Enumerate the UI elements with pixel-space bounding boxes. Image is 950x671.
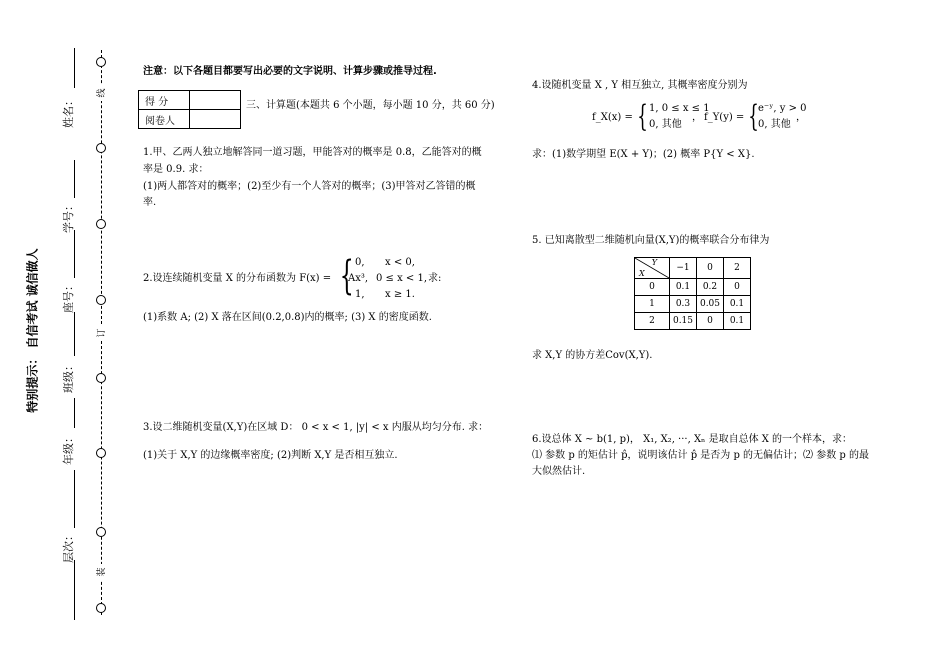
section-title: 三、计算题(本题共 6 个小题，每小题 10 分，共 60 分) [246,100,495,111]
binding-hole [96,448,106,458]
table-cell: 0.1 [724,313,751,330]
q1-line: 率. [143,197,157,208]
q4-fx-brace: { [637,99,648,134]
table-cell: 0.1 [724,296,751,313]
level-write-line [74,470,75,528]
binding-hole [96,219,106,229]
binding-hole [96,57,106,67]
score-label: 得 分 [139,91,190,110]
table-corner [635,258,670,279]
q2-case-value: 0, [355,257,365,268]
q6-line: 6.设总体 X ~ b(1, p)， X₁, X₂, ···, Xₙ 是取自总体 X 的一个样本，求： [532,434,853,445]
q6-line: 大似然估计. [532,466,586,477]
name-label: 姓名： [62,95,75,128]
row-header: 0 [635,279,670,296]
q2-case-condition: x < 0, [385,257,415,268]
q4-separator: ， [692,112,702,123]
level-label: 层次： [62,530,75,563]
grade-write-line [74,398,75,428]
column-header: 2 [724,258,751,279]
table-row [635,279,751,296]
table-row [635,296,751,313]
q1-line: 1.甲、乙两人独立地解答同一道习题，甲能答对的概率是 0.8，乙能答对的概 [143,147,482,158]
reviewer-label: 阅卷人 [139,110,190,129]
q1-line: (1)两人都答对的概率；(2)至少有一个人答对的概率；(3)甲答对乙答错的概 [143,181,476,192]
table-cell: 0.2 [697,279,724,296]
table-cell: 0.15 [670,313,697,330]
score-box [138,90,241,129]
q4-fy-label: f_Y(y) = [704,112,745,123]
q4-fy-brace: { [748,99,759,134]
q2-case-suffix: 求: [428,273,442,284]
id-write-line [74,160,75,198]
q6-line: ⑴ 参数 p 的矩估计 p̂，说明该估计 p̂ 是否为 p 的无偏估计；⑵ 参数 p 的最 [532,450,869,461]
seat-label: 座号： [62,280,75,313]
q2-parts: (1)系数 A; (2) X 落在区间(0.2,0.8)内的概率; (3) X 的密度函数. [143,312,432,323]
q4-fy-case: 0, 其他 [758,119,791,130]
seat-write-line [74,230,75,278]
row-header: 2 [635,313,670,330]
line-char: 线 [94,85,108,101]
q4-fx-label: f_X(x) = [592,112,633,123]
table-cell: 0 [724,279,751,296]
table-cell: 0.1 [670,279,697,296]
q5-line: 求 X,Y 的协方差Cov(X,Y). [532,350,653,361]
class-write-line [74,312,75,356]
q5-line: 5. 已知离散型二维随机向量(X,Y)的概率联合分布律为 [532,235,770,246]
table-cell: 0 [697,313,724,330]
q2-case-condition: 0 ≤ x < 1, [376,273,428,284]
q4-line: 4.设随机变量 X , Y 相互独立, 其概率密度分别为 [532,80,748,91]
q3-line: 3.设二维随机变量(X,Y)在区域 D： 0 < x < 1, |y| < x 内服从均匀分布. 求： [143,422,489,433]
binding-hole [96,373,106,383]
bottom-write-line [74,560,75,620]
q1-line: 率是 0.9. 求： [143,164,209,175]
integrity-notice: 特别提示： 自信考试 诚信做人 [25,248,40,413]
column-header: −1 [670,258,697,279]
binding-hole [96,603,106,613]
row-header: 1 [635,296,670,313]
seal-char: 订 [94,325,108,341]
q2-brace: { [339,253,354,299]
table-row [635,313,751,330]
score-entry[interactable] [190,91,241,110]
bind-char: 装 [94,564,108,580]
reviewer-entry[interactable] [190,110,241,129]
q4-line: 求：(1)数学期望 E(X + Y)；(2) 概率 P{Y < X}. [532,149,755,160]
q2-case-value: 1, [355,289,365,300]
name-write-line [74,48,75,88]
binding-hole [96,295,106,305]
student-id-label: 学号： [62,200,75,233]
grade-label: 年级： [62,432,75,465]
q2-case-condition: x ≥ 1. [385,289,415,300]
joint-distribution-table [634,257,751,330]
q4-fx-case: 1, 0 ≤ x ≤ 1 [649,103,710,114]
q4-fx-case: 0, 其他 [649,119,682,130]
instructions-note: 注意：以下各题目都要写出必要的文字说明、计算步骤或推导过程. [143,66,437,77]
corner-x-label: X [639,269,645,278]
q4-end: ， [796,112,806,123]
column-header: 0 [697,258,724,279]
table-cell: 0.3 [670,296,697,313]
q4-fy-case: e⁻ʸ, y > 0 [758,103,807,114]
binding-hole [96,527,106,537]
q2-prefix: 2.设连续随机变量 X 的分布函数为 F(x) = [143,273,332,284]
q3-line: (1)关于 X,Y 的边缘概率密度; (2)判断 X,Y 是否相互独立. [143,450,398,461]
table-cell: 0.05 [697,296,724,313]
class-label: 班级： [62,360,75,393]
corner-y-label: Y [651,258,657,267]
q2-case-value: Ax³, [348,273,369,284]
binding-hole [96,143,106,153]
